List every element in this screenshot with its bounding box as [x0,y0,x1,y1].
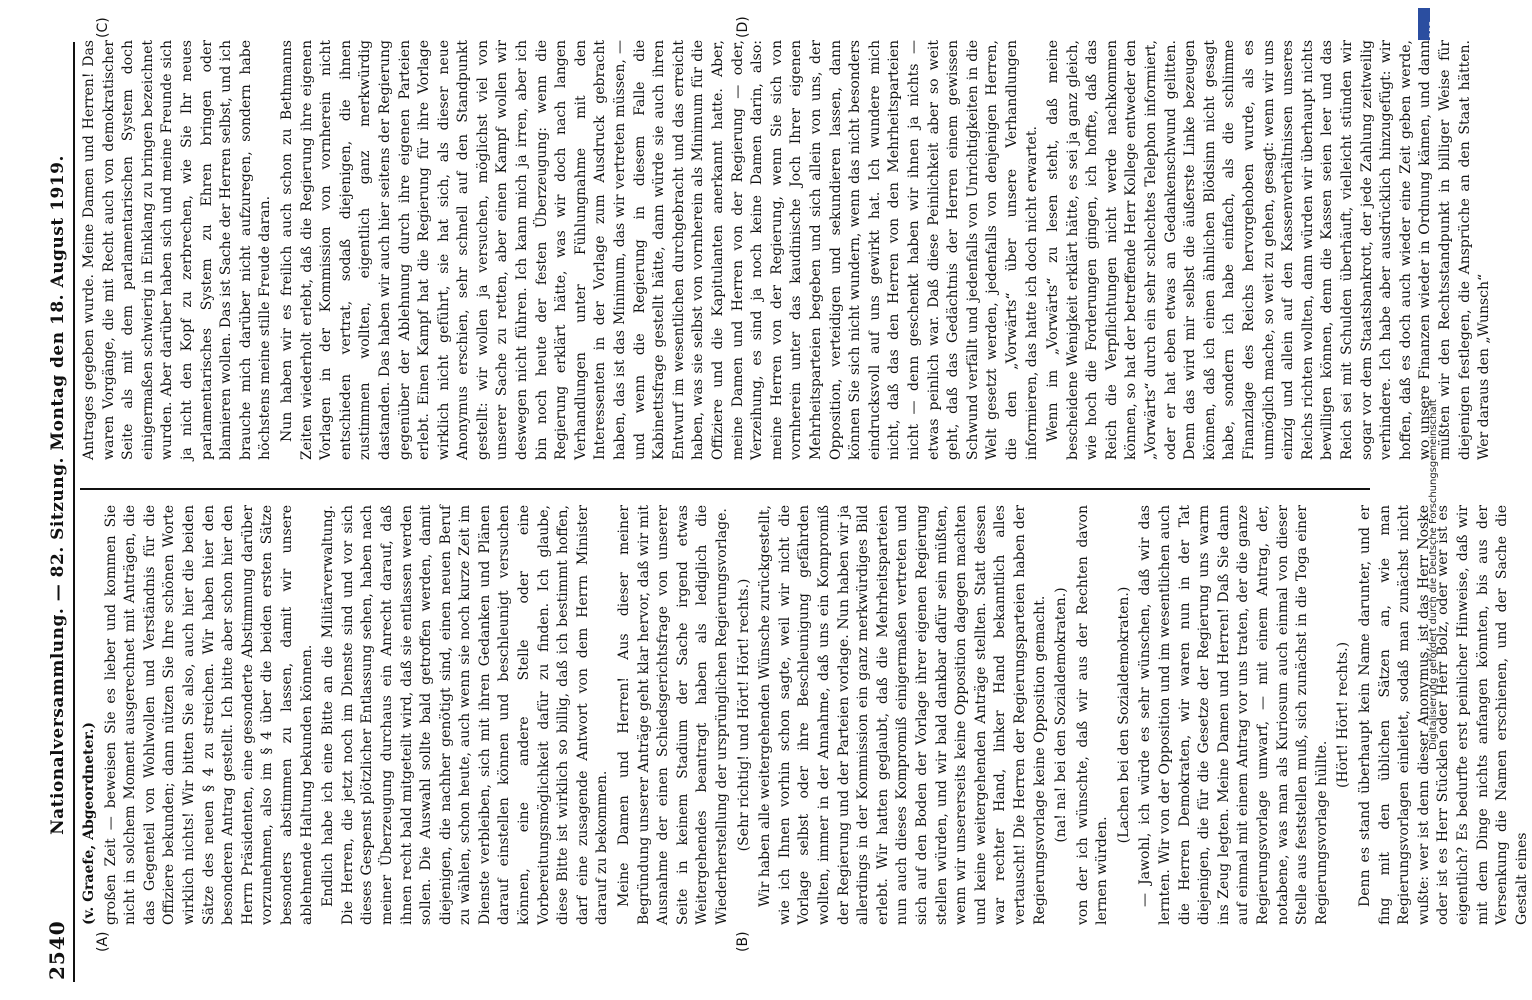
interjection: (Hört! Hört! rechts.) [1335,641,1352,789]
paragraph: Nun haben wir es freilich auch schon zu Bethmanns Zeiten wiederholt erlebt, daß die Regierung ihre eigenen Vorlagen in der Kommission von vornherein nicht entschieden vertrat, sodaß diejenigen, die ihnen zustimmen wollten, eigentlich ganz merkwürdig dastanden. Das haben wir auch hier seitens der Regierung gegenüber der Ablehnung durch ihre eigenen Parteien erlebt. Einen Kampf hat die Regierung für ihre Vorlage wirklich nicht geführt, sie hat sich, als dieser neue Anonymus erschien, sehr schnell auf den Standpunkt gestellt: wir wollen ja versuchen, möglichst viel von unserer Sache zu retten, aber einen Kampf wollen wir deswegen nicht führen. Ich kann mich ja irren, aber ich bin noch heute der festen Überzeugung: wenn die Regierung erklärt hätte, was wir doch nach langen Verhandlungen unter Fühlungnahme mit den Interessenten in der Vorlage zum Ausdruck gebracht haben, das ist das Minimum, das wir vertreten müssen, — und wenn die Regierung in diesem Falle die Kabinettsfrage gestellt hätte, dann würde sie auch ihren Entwurf im wesentlichen durchgebracht und das erreicht haben, was sie selbst von vornherein als Minimum für die Offiziere und die Kapitulanten anerkannt hatte. Aber, meine Damen und Herren von der Regierung — oder, Verzeihung, es sind ja noch keine Damen darin, also: meine Herren von der Regierung, wenn Sie sich von vornherein unter das kaudinische Joch Ihrer eigenen Mehrheitsparteien begeben und sich allein von uns, der Opposition, verteidigen und sekundieren lassen, dann können Sie sich nicht wundern, wenn das nicht besonders eindrucksvoll auf uns gewirkt hat. Ich wundere mich nicht, daß das den Herren von den Mehrheitsparteien nicht — denn geschenkt haben wir ihnen ja nichts — etwas peinlich war. Daß diese Peinlichkeit aber so weit geht, daß das Gedächtnis der Herren einem gewissen Schwund verfällt und jedenfalls von Unrichtigkeiten in die Welt gesetzt werden, jedenfalls von denjenigen Herren, die den „Vorwärts“ über unsere Verhandlungen informieren, das hatte ich doch nicht erwartet. [278,40,1040,460]
dfg-logo [1418,8,1437,40]
paragraph: Endlich habe ich eine Bitte an die Militärverwaltung. Die Herren, die jetzt noch im Dienste sind und vor sich dieses Gespenst plötzlicher Entlassung sehen, haben nach meiner Überzeugung durchaus ein Anrecht darauf, daß ihnen recht bald mitgeteilt wird, daß sie entlassen werden sollen. Die Auswahl sollte bald getroffen werden, damit diejenigen, die nachher genötigt sind, einen neuen Beruf zu wählen, schon heute, auch wenn sie noch kurze Zeit im Dienste verbleiben, sich mit ihren Gedanken und Plänen darauf einstellen können und beschleunigt versuchen können, eine andere Stelle oder eine Vorbereitungsmöglichkeit dafür zu finden. Ich glaube, diese Bitte ist wirklich so billig, daß ich bestimmt hoffen, darf eine zusagende Antwort von dem Herrn Minister darauf zu bekommen. [320,505,611,925]
paragraph: von der ich wünschte, daß wir aus der Rechten davon lernen würden. [1074,505,1111,925]
paragraph: großen Zeit — beweisen Sie es lieber und kommen Sie nicht in solchem Moment ausgerechnet mit Anträgen, die das Gegenteil von Wohlwollen und Verständnis für die Offiziere bekunden; dann nützen Sie Ihre schönen Worte wirklich nichts! Wir bitten Sie also, auch hier die beiden Sätze des neuen § 4 zu streichen. Wir haben hier den besonderen Antrag gestellt. Ich bitte aber schon hier den Herrn Präsidenten, eine gesonderte Abstimmung darüber vorzunehmen, also im § 4 über die beiden ersten Sätze besonders abstimmen zu lassen, damit wir unsere ablehnende Haltung bekunden können. [102,505,315,925]
paragraph: Meine Damen und Herren! Aus dieser meiner Begründung unserer Anträge geht klar hervor, daß wir mit Ausnahme der einen Schiedsgerichtsfrage von unserer Seite in keinem Stadium der Sache irgend etwas Weitergehendes beantragt haben als lediglich die Wiederherstellung der ursprünglichen Regierungsvorlage. [616,505,730,925]
margin-marker-c: (C) [95,17,111,38]
paragraph: — Jawohl, ich würde es sehr wünschen, daß wir das lernten. Wir von der Opposition und im wesentlichen auch die Herren Demokraten, wir waren nun in der Tat diejenigen, die für die Gesetze der Regierung uns warm ins Zeug legten. Meine Damen und Herren! Daß Sie dann auf einmal mit einem Antrag vor uns traten, der die ganze Regierungsvorlage umwarf, — mit einem Antrag, der, notabene, was man als Kuriosum auch einmal von dieser Stelle aus feststellen muß, sich zunächst in die Toga einer Regierungsvorlage hüllte. [1137,505,1330,925]
interjection: (na! na! bei den Sozialdemokraten.) [1053,587,1070,843]
header-rule [73,42,75,982]
digitization-credit-text: Digitalisierung gefördert durch die Deutsche Forschungsgemeinschaft [1428,399,1439,750]
page-number: 2540 [45,920,69,980]
interjection: (Sehr richtig! und Hört! Hört! rechts.) [735,578,752,852]
header-title: Nationalversammlung. — 82. Sitzung. Montag den 18. August 1919. [48,155,68,835]
interjection: (Lachen bei den Sozialdemokraten.) [1115,586,1132,844]
paragraph: Denn es stand überhaupt kein Name darunter, und er fing mit den üblichen Sätzen an, wie man Regierungsvorlagen einleitet, sodaß man zunächst nicht wußte: wer ist denn dieser Anonymus, ist das Herr Noske oder ist es Herr Stücklen oder Herr Bolz, oder wer ist es eigentlich? Es bedurfte erst peinlicher Hinweise, daß wir mit dem Dinge nichts anfangen könnten, bis aus der Versenkung die Namen erschienen, und der Sache die Gestalt eines [1357,505,1530,925]
dfg-logo-text: DFG [1428,21,1437,38]
margin-marker-d: (D) [735,16,751,38]
right-column [80,40,1493,460]
margin-marker-b: (B) [735,931,751,952]
column-divider [80,489,1370,491]
paragraph: Wenn im „Vorwärts“ zu lesen steht, daß meine bescheidene Wenigkeit erklärt hätte, es sei ja ganz gleich, wie hoch die Forderungen gingen, ich hoffte, daß das Reich die Verpflichtungen nicht werde nachkommen können, so hat der betreffende Herr Kollege entweder den „Vorwärts“ durch ein sehr schlechtes Telephon informiert, oder er hat eben etwas an Gedankenschwund gelitten. Denn das wird mir selbst die äußerste Linke bezeugen können, daß ich einen ähnlichen Blödsinn nicht gesagt habe, sondern ich habe einfach, als die schlimme Finanzlage des Reichs hervorgehoben wurde, als es unmöglich mache, so weit zu gehen, gesagt: wenn wir uns einzig und allein auf den Kassenverhältnissen unseres Reichs richten wollten, dann würden wir überhaupt nichts bewilligen können, denn die Kassen seien leer und das Reich sei mit Schulden überhäuft, vielleicht stünden wir sogar vor dem Staatsbankrott, der jede Zahlung zeitweilig verhindere. Ich habe aber ausdrücklich hinzugefügt: wir hoffen, daß es doch auch wieder eine Zeit geben werde, wo unsere Finanzen wieder in Ordnung kämen, und dann müßten wir den Rechtsstandpunkt in billiger Weise für diejenigen festlegen, die Ansprüche an den Staat hätten. Wer daraus den „Wunsch“ [1045,40,1493,460]
speaker-label: (v. Graefe, Abgeordneter.) [81,722,97,925]
paragraph: Wir haben alle weitergehenden Wünsche zurückgestellt, wie ich Ihnen vorhin schon sagte, weil wir nicht die Vorlage selbst oder ihre Beschleunigung gefährden wollten, immer in der Annahme, daß uns ein Kompromiß der Regierung und der Parteien vorlage. Nun haben wir ja allerdings in der Kommission ein ganz merkwürdiges Bild erlebt. Wir hatten geglaubt, daß die Mehrheitsparteien nun auch dieses Kompromiß einigermaßen vertreten und sich auf den Boden der Vorlage ihrer eigenen Regierung stellen würden, und wir bald dankbar dafür sein müßten, wenn wir unsererseits keine Opposition dagegen machten und keine weitergehenden Anträge stellten. Statt dessen war rechter Hand, linker Hand bekanntlich alles vertauscht! Die Herren der Regierungsparteien haben der Regierungsvorlage keine Opposition gemacht. [757,505,1048,925]
running-header [0,0,75,1000]
margin-marker-a: (A) [95,931,111,952]
digitization-credit [1414,250,1439,750]
paragraph: Antrages gegeben wurde. Meine Damen und Herren! Das waren Vorgänge, die mit Recht auch von demokratischer Seite als mit dem parlamentarischen System doch einigermaßen schwierig in Einklang zu bringen bezeichnet wurden. Aber darüber haben sich und meine Freunde sich ja nicht den Kopf zu zerbrechen, wie Sie Ihr neues parlamentarisches System zu Ehren bringen oder blamieren wollen. Das ist Sache der Herren selbst, und ich brauche mich darüber nicht aufzuregen, sondern habe höchstens meine stille Freude daran. [81,40,274,460]
